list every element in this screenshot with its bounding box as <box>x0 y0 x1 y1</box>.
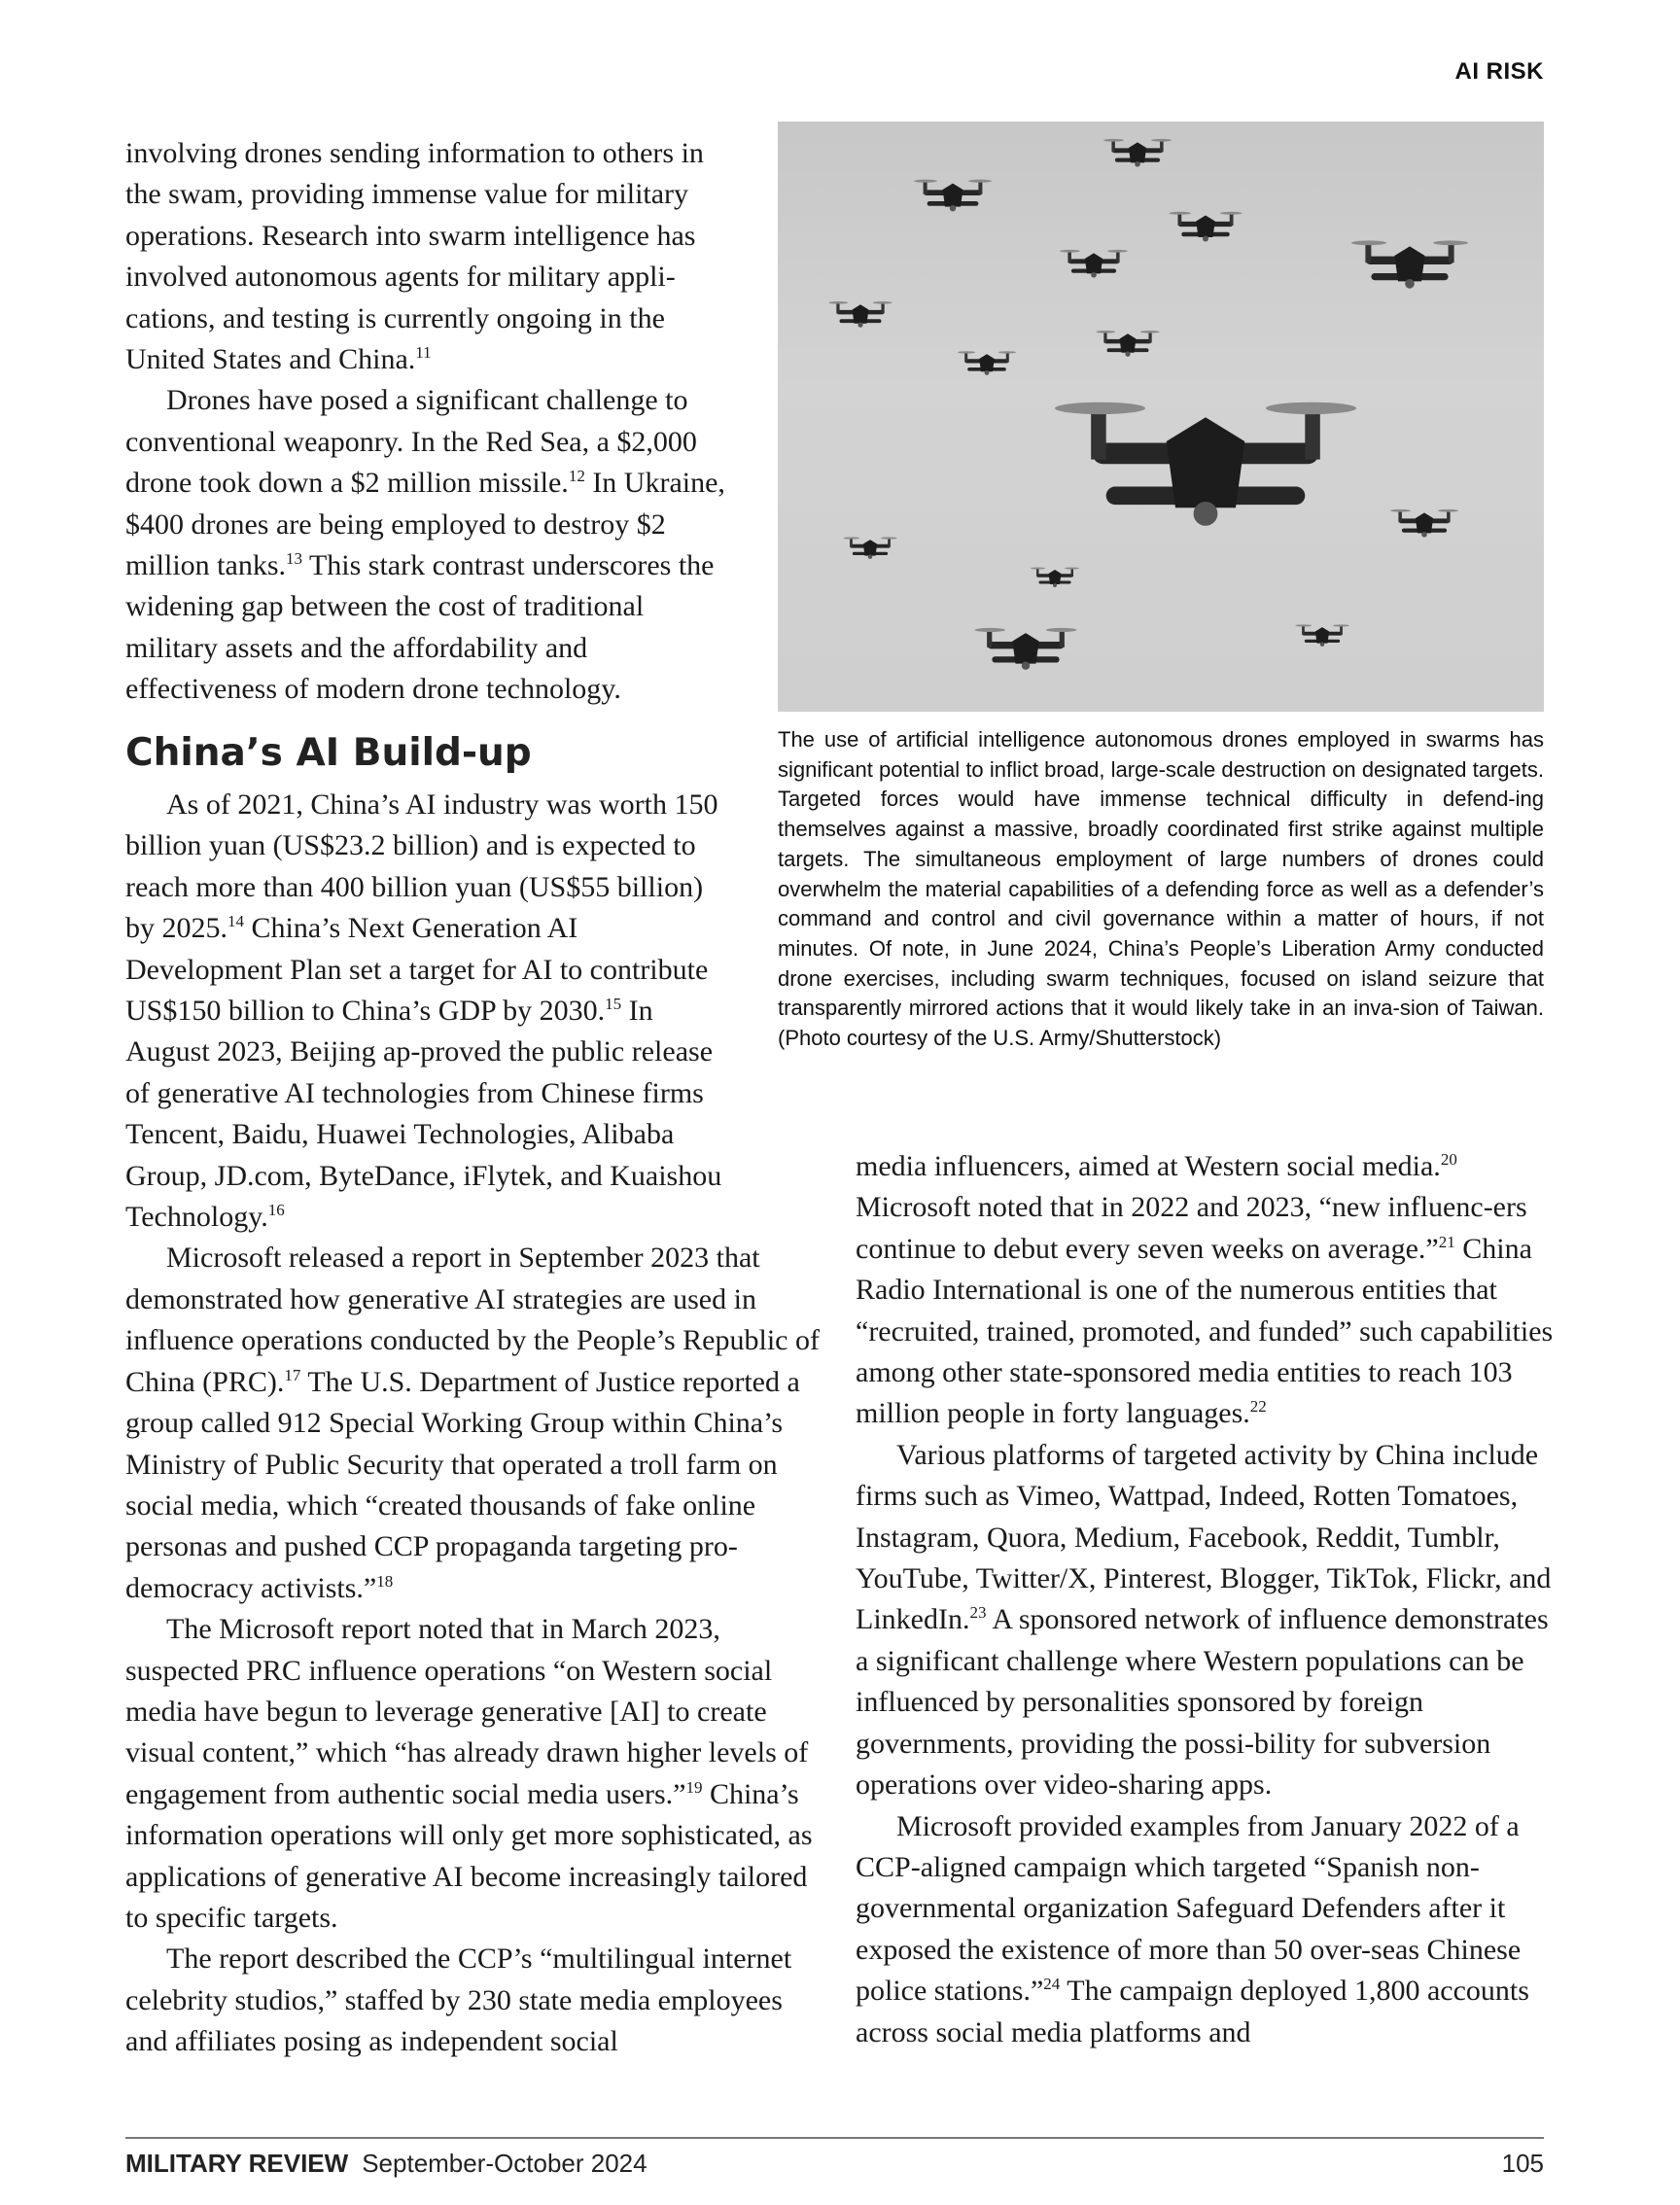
paragraph: As of 2021, China’s AI industry was worth 150 billion yuan (US$23.2 billion) and is expected to reach more than 400 billion yuan (US$55 billion) by 2025.14 China’s Next Generation AI Development Plan set a target for AI to contribute US$150 billion to China’s GDP by 2030.15 In August 2023, Beijing ap-proved the public release of generative AI technologies from Chinese firms Tencent, Baidu, Huawei Technologies, Alibaba Group, JD.com, ByteDance, iFlytek, and Kuaishou Technology.$^{16}$ <box>125 788 722 1234</box>
issue-date: September-October 2024 <box>362 2149 648 2178</box>
drone-swarm-photo <box>778 122 1544 712</box>
paragraph: Drones have posed a significant challenge to conventional weaponry. In the Red Sea, a $2,000 drone took down a $2 million missile.$^{12}$ In Ukraine, $400 drones are being employed to destroy $2 million tanks.$^{13}$ This stark contrast underscores the widening gap between the cost of traditional military assets and the affordability and effectiveness of modern drone technology. <box>125 384 725 706</box>
right-column-text <box>856 1146 1556 2053</box>
footnote-ref[interactable]: 12 <box>568 467 585 486</box>
footnote-ref[interactable]: 13 <box>286 549 302 569</box>
intro-text <box>125 133 728 711</box>
paragraph: media influencers, aimed at Western social media.$^{20}$ Microsoft noted that in 2022 and 2023, “new influenc-ers continue to debut every seven weeks on average.”$^{21}$ China Radio International is one of the numerous entities that “recruited, trained, promoted, and funded” such capabilities among other state-sponsored media entities to reach 103 million people in forty languages.$^{22}$ <box>856 1150 1554 1430</box>
section-tag: AI RISK <box>1454 58 1544 85</box>
footer-divider <box>125 2137 1544 2139</box>
footnote-ref[interactable]: 18 <box>376 1571 394 1591</box>
footnote-ref[interactable]: 24 <box>1043 1975 1061 1994</box>
footnote-ref[interactable]: 16 <box>267 1201 285 1220</box>
paragraph: Various platforms of targeted activity by China include firms such as Vimeo, Wattpad, Indeed, Rotten Tomatoes, Instagram, Quora, Medium, Facebook, Reddit, Tumblr, YouTube, Twitter/X, Pinterest, Blogger, TikTok, Flickr, and LinkedIn.$^{23}$ A sponsored network of influence demonstrates a significant challenge where Western populations can be influenced by personalities sponsored by foreign governments, providing the possi-bility for subversion operations over video-sharing apps. <box>856 1438 1552 1802</box>
footnote-ref[interactable]: 17 <box>284 1365 301 1384</box>
left-column-text <box>125 785 825 2063</box>
paragraph: Microsoft provided examples from January 2022 of a CCP-aligned campaign which targeted “Spanish non-governmental organization Safeguard Defenders after it exposed the existence of more than 50 over-seas Chinese police stations.”$^{24}$ The campaign deployed 1,800 accounts across social media platforms and <box>856 1809 1529 2048</box>
footnote-ref[interactable]: 20 <box>1440 1150 1457 1169</box>
section-heading: China’s AI Build-up <box>125 731 532 775</box>
footnote-ref[interactable]: 11 <box>415 343 432 363</box>
footnote-ref[interactable]: 21 <box>1438 1232 1455 1251</box>
footer-publication <box>125 2149 648 2179</box>
paragraph: Microsoft released a report in September 2023 that demonstrated how generative AI strategies are used in influence operations conducted by the People’s Republic of China (PRC).$^{17}$ The U.S. Department of Justice reported a group called 912 Special Working Group within China’s Ministry of Public Security that operated a troll farm on social media, which “created thousands of fake online personas and pushed CCP propaganda targeting pro-democracy activists.”$^{18}$ <box>125 1242 820 1604</box>
footnote-ref[interactable]: 19 <box>685 1777 703 1797</box>
magazine-name: MILITARY REVIEW <box>125 2149 349 2178</box>
paragraph: The report described the CCP’s “multilingual internet celebrity studios,” staffed by 230 state media employees and affiliates posing as independent social <box>125 1942 792 2058</box>
footnote-ref[interactable]: 14 <box>228 912 244 931</box>
footnote-ref[interactable]: 15 <box>605 995 622 1014</box>
drone-swarm-illustration <box>778 122 1544 712</box>
page-number: 105 <box>1501 2149 1544 2178</box>
footnote-ref[interactable]: 23 <box>969 1603 987 1623</box>
footnote-ref[interactable]: 22 <box>1249 1397 1267 1417</box>
paragraph: The Microsoft report noted that in March 2023, suspected PRC influence operations “on Western social media have begun to leverage generative [AI] to create visual content,” which “has already drawn higher levels of engagement from authentic social media users.”$^{19}$ China’s information operations will only get more sophisticated, as applications of generative AI become increasingly tailored to specific targets. <box>125 1613 813 1934</box>
photo-caption: The use of artificial intelligence autonomous drones employed in swarms has significant potential to inflict broad, large-scale destruction on designated targets. Targeted forces would have immense technical difficulty in defend-ing themselves against a massive, broadly coordinated first strike against multiple targets. The simultaneous employment of large numbers of drones could overwhelm the material capabilities of a defending force as well as a defender’s command and control and civil governance within a matter of hours, if not minutes. Of note, in June 2024, China’s People’s Liberation Army conducted drone exercises, including swarm techniques, focused on island seizure that transparently mirrored actions that it would likely take in an inva-sion of Taiwan. (Photo courtesy of the U.S. Army/Shutterstock) <box>778 727 1544 1051</box>
paragraph: involving drones sending information to others in the swam, providing immense value for military operations. Research into swarm intelligence has involved autonomous agents for military appli-cations, and testing is currently ongoing in the United States and China.$^{11}$ <box>125 137 704 376</box>
